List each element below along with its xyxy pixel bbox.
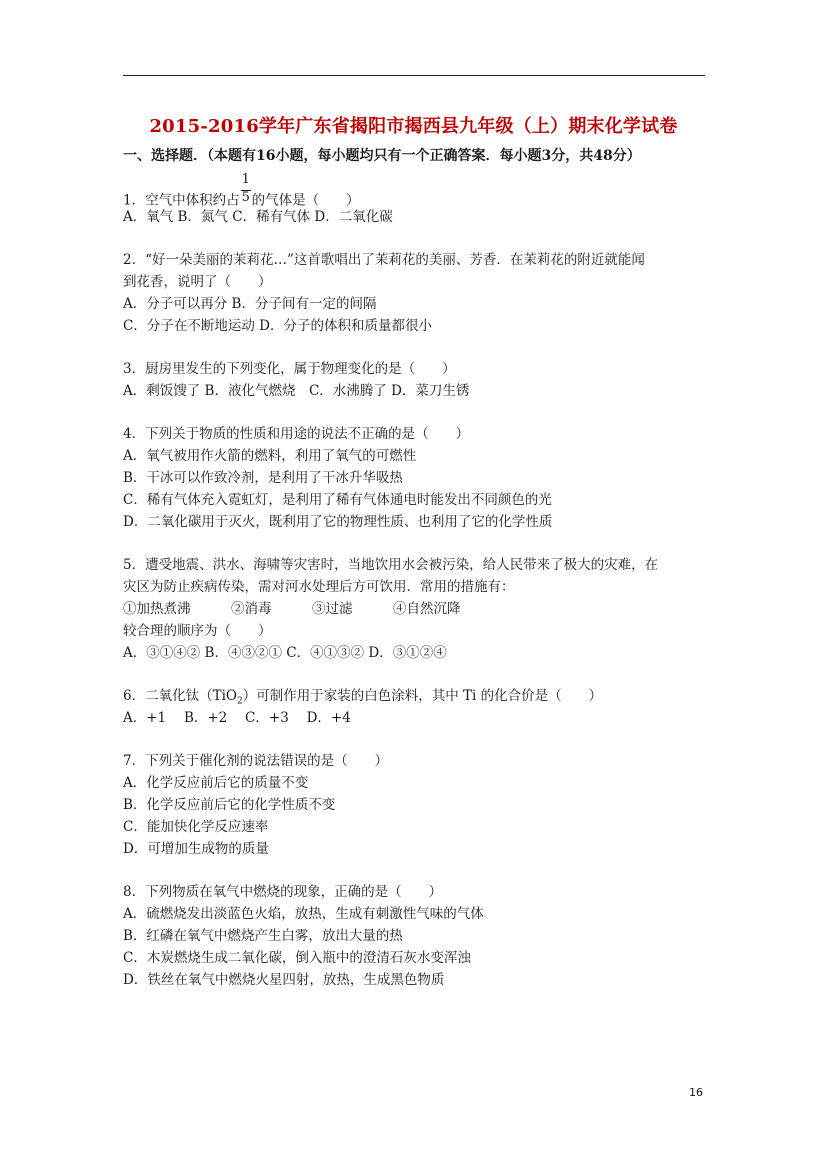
question-8-stem: 8．下列物质在氧气中燃烧的现象，正确的是（ ） (123, 884, 443, 900)
question-4-option-a: A．氧气被用作火箭的燃料，利用了氧气的可燃性 (123, 448, 417, 464)
question-4-stem: 4．下列关于物质的性质和用途的说法不正确的是（ ） (123, 426, 470, 442)
question-6 (123, 685, 708, 729)
question-4 (123, 423, 708, 533)
question-2-options-line-1: A．分子可以再分 B．分子间有一定的间隔 (123, 296, 377, 312)
question-2-stem-line-1: 2．“好一朵美丽的茉莉花…”这首歌唱出了茉莉花的美丽、芳香．在茉莉花的附近就能闻 (123, 252, 645, 268)
question-2 (123, 249, 708, 337)
question-6-stem-before: 6．二氧化钛（TiO (123, 688, 237, 704)
question-5-stem-line-2: 灾区为防止疾病传染，需对河水处理后方可饮用．常用的措施有： (123, 579, 515, 595)
question-7 (123, 750, 708, 860)
header-rule (123, 75, 705, 76)
question-2-options-line-2: C．分子在不断地运动 D．分子的体积和质量都很小 (123, 318, 432, 334)
question-7-option-b: B．化学反应前后它的化学性质不变 (123, 797, 336, 813)
subscript-2: 2 (236, 696, 243, 707)
question-5-stem-line-1: 5．遭受地震、洪水、海啸等灾害时，当地饮用水会被污染，给人民带来了极大的灾难，在 (123, 557, 659, 573)
section-heading: 一、选择题．（本题有16小题，每小题均只有一个正确答案．每小题3分，共48分） (123, 148, 641, 164)
question-1-stem-after: 的气体是（ ） (251, 192, 360, 209)
question-7-option-c: C．能加快化学反应速率 (123, 819, 269, 835)
question-6-stem-after: ）可制作用于家装的白色涂料，其中 Ti 的化合价是（ ） (242, 688, 603, 704)
question-2-stem-line-2: 到花香，说明了（ ） (123, 274, 272, 290)
question-6-stem (123, 685, 708, 707)
fraction-denominator: 5 (241, 190, 250, 205)
question-3-stem: 3．厨房里发生的下列变化，属于物理变化的是（ ） (123, 361, 456, 377)
question-7-stem: 7．下列关于催化剂的说法错误的是（ ） (123, 753, 389, 769)
question-1 (123, 172, 708, 228)
question-7-option-a: A．化学反应前后它的质量不变 (123, 775, 309, 791)
question-5-options: A．③①④② B．④③②① C．④①③② D．③①②④ (123, 645, 447, 661)
question-3 (123, 358, 708, 402)
question-8-option-d: D．铁丝在氧气中燃烧火星四射，放热，生成黑色物质 (123, 972, 445, 988)
question-1-stem-before: 1．空气中体积约占 (123, 192, 240, 209)
question-6-options: A．+1 B．+2 C．+3 D．+4 (123, 710, 351, 726)
question-4-option-d: D．二氧化碳用于灭火，既利用了它的物理性质、也利用了它的化学性质 (123, 514, 553, 530)
question-5-stem-line-3: 较合理的顺序为（ ） (123, 623, 272, 639)
question-4-option-b: B．干冰可以作致冷剂，是利用了干冰升华吸热 (123, 470, 403, 486)
question-8-option-b: B．红磷在氧气中燃烧产生白雾，放出大量的热 (123, 928, 403, 944)
question-8-option-c: C．木炭燃烧生成二氧化碳，倒入瓶中的澄清石灰水变浑浊 (123, 950, 471, 966)
question-7-option-d: D．可增加生成物的质量 (123, 841, 269, 857)
question-1-options: A．氧气 B．氮气 C．稀有气体 D．二氧化碳 (123, 209, 393, 225)
document-title: 2015-2016学年广东省揭阳市揭西县九年级（上）期末化学试卷 (149, 116, 678, 137)
question-list (123, 172, 708, 991)
fraction-numerator: 1 (241, 172, 250, 187)
page-number: 16 (689, 1086, 703, 1099)
question-5-measures: ①加热煮沸 ②消毒 ③过滤 ④自然沉降 (123, 601, 461, 617)
question-8-option-a: A．硫燃烧发出淡蓝色火焰，放热，生成有刺激性气味的气体 (123, 906, 484, 922)
question-1-stem (123, 172, 708, 209)
question-4-option-c: C．稀有气体充入霓虹灯，是利用了稀有气体通电时能发出不同颜色的光 (123, 492, 552, 508)
question-5 (123, 554, 708, 664)
question-3-options: A．剩饭馊了 B．液化气燃烧 C．水沸腾了 D．菜刀生锈 (123, 383, 470, 399)
question-8 (123, 881, 708, 991)
